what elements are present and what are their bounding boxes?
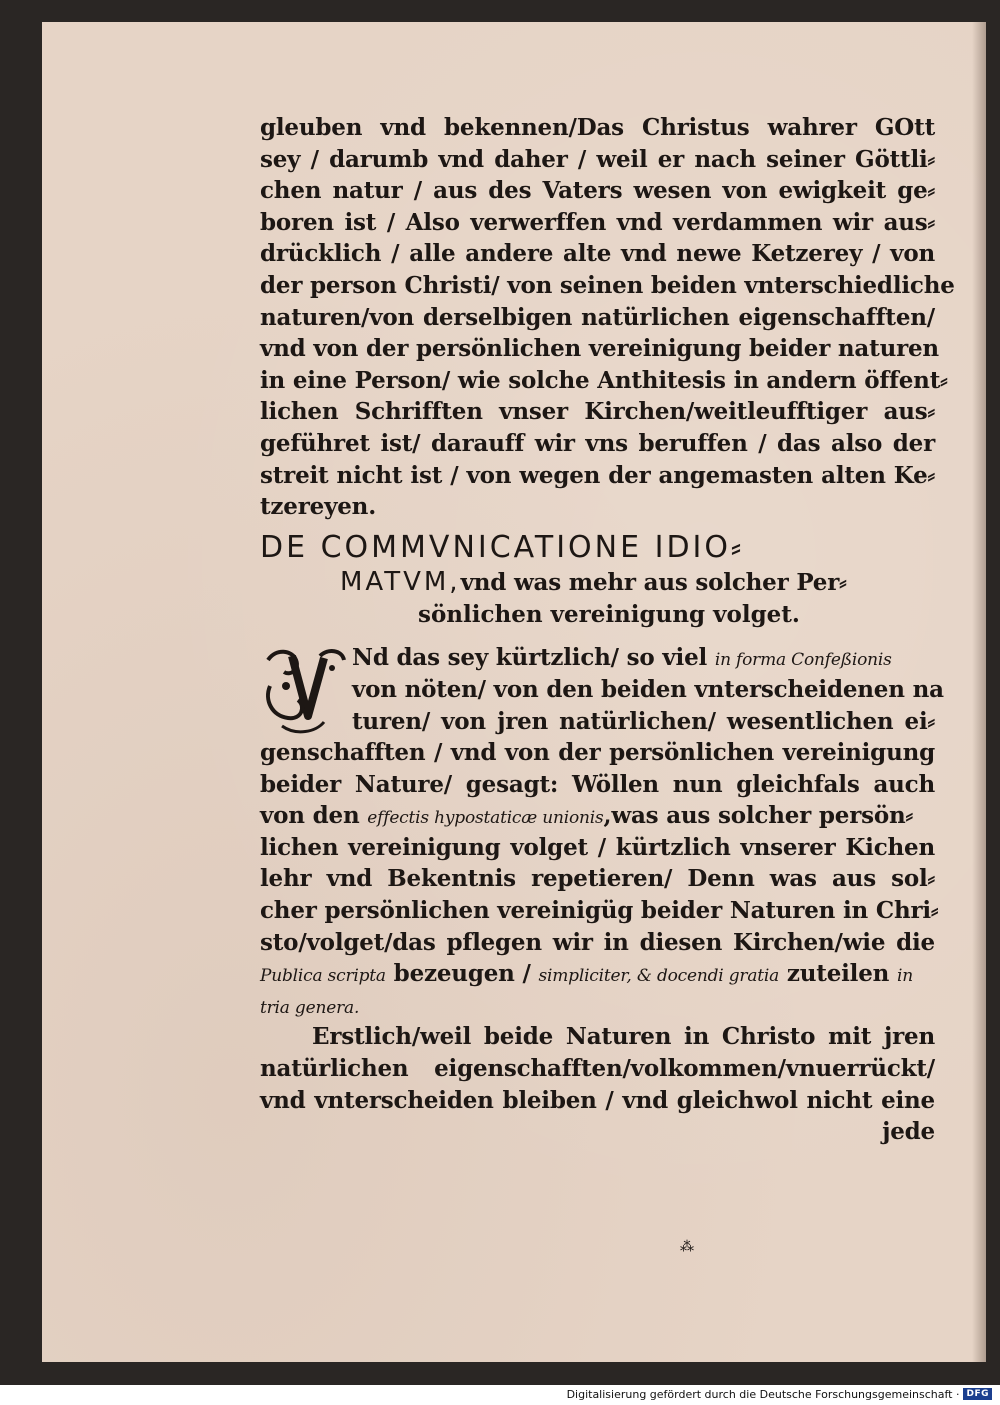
text-line: sto/volget/das pflegen wir in diesen Kirchen/wie die [260, 928, 935, 956]
text-line: lichen Schrifften vnser Kirchen/weitleufftiger aus⸗ [260, 398, 935, 426]
text-line: vnd vnterscheiden bleiben / vnd gleichwol nicht eine [260, 1086, 935, 1114]
text-line: turen/ von jren natürlichen/ wesentlichen ei⸗ [352, 707, 935, 735]
text-line: lehr vnd Bekentnis repetieren/ Denn was aus sol⸗ [260, 865, 935, 893]
ornament-mark [680, 1236, 700, 1255]
text-line: gleuben vnd bekennen/Das Christus wahrer GOtt [260, 114, 935, 141]
text-line [260, 990, 935, 1022]
footer-text: Digitalisierung gefördert durch die Deutsche Forschungsgemeinschaft · [566, 1387, 960, 1401]
text-line: natürlichen eigenschafften/volkommen/vnuerrückt/ [260, 1055, 935, 1083]
text-line: lichen vereinigung volget / kürtzlich vnserer Kichen [260, 833, 935, 861]
latin-phrase: simpliciter, & docendi gratia [538, 966, 780, 987]
catchword: jede [882, 1118, 935, 1146]
heading-text: vnd was mehr aus solcher Per⸗ [460, 568, 847, 596]
text-line: beider Nature/ gesagt: Wöllen nun gleichfals auch [260, 770, 935, 798]
text-line: von nöten/ von den beiden vnterscheidenen na [352, 675, 944, 703]
section-heading-line-3: sönlichen vereinigung volget. [418, 601, 800, 629]
text-span: bezeugen / [385, 960, 539, 988]
latin-phrase: Publica scripta [260, 966, 386, 987]
ornament-glyph: ⁂ [680, 1239, 694, 1255]
heading-caps: MATVM, [340, 566, 461, 597]
initial-ornament-icon [262, 646, 348, 734]
latin-phrase: in [896, 966, 913, 987]
text-span: zuteilen [779, 960, 897, 988]
text-line: sey / darumb vnd daher / weil er nach seiner Göttli⸗ [260, 145, 935, 173]
dfg-logo: DFG [963, 1388, 992, 1400]
paragraph-2 [260, 642, 944, 737]
text-line: in eine Person/ wie solche Anthitesis in andern öffent⸗ [260, 366, 948, 394]
text-line: tzereyen. [260, 493, 376, 521]
text-line [260, 800, 935, 832]
latin-phrase: tria genera. [260, 997, 360, 1018]
text-span: von den [260, 802, 368, 830]
text-line: chen natur / aus des Vaters wesen von ewigkeit ge⸗ [260, 177, 935, 205]
text-line: drücklich / alle andere alte vnd newe Ketzerey / von [260, 240, 935, 268]
section-heading-line-2 [260, 567, 935, 599]
text-line: vnd von der persönlichen vereinigung beider naturen [260, 335, 939, 363]
latin-phrase: effectis hypostaticæ unionis [367, 808, 604, 829]
text-block [260, 112, 955, 1148]
text-line: boren ist / Also verwerffen vnd verdammen wir aus⸗ [260, 208, 935, 236]
section-heading: DE COMMVNICATIONE IDIO⸗ [260, 529, 744, 565]
text-line: streit nicht ist / von wegen der angemasten alten Ke⸗ [260, 461, 935, 489]
page-edge-shadow [972, 22, 986, 1362]
text-line [260, 642, 935, 674]
text-line: genschafften / vnd von der persönlichen vereinigung [260, 739, 935, 767]
text-line [260, 958, 935, 990]
decorated-initial [262, 646, 348, 734]
text-line: geführet ist/ darauff wir vns beruffen / das also der [260, 429, 935, 457]
latin-phrase: in forma Confeßionis [714, 650, 892, 671]
text-line: naturen/von derselbigen natürlichen eigenschafften/ [260, 303, 935, 331]
text-line: Erstlich/weil beide Naturen in Christo mit jren [312, 1023, 935, 1051]
footer-credit [567, 1385, 992, 1403]
text-span: Nd das sey kürtzlich/ so viel [352, 644, 715, 672]
text-line: der person Christi/ von seinen beiden vnterschiedliche [260, 271, 955, 299]
text-line: cher persönlichen vereinigüg beider Naturen in Chri⸗ [260, 897, 939, 925]
text-span: ,was aus solcher persön⸗ [603, 802, 913, 830]
